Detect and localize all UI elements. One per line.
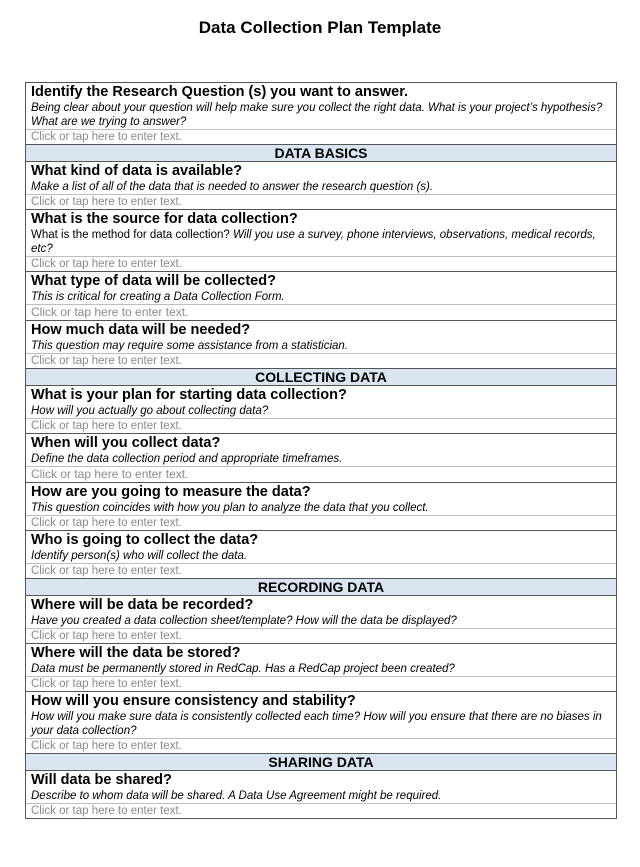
question-description	[31, 789, 611, 803]
answer-text-field[interactable]: Click or tap here to enter text.	[31, 565, 182, 577]
answer-text-field[interactable]: Click or tap here to enter text.	[31, 517, 182, 529]
answer-text-field[interactable]: Click or tap here to enter text.	[31, 630, 182, 642]
question-description-italic: How will you actually go about collecting data?	[31, 405, 269, 417]
question-description	[31, 710, 611, 738]
question-description-italic: Make a list of all of the data that is needed to answer the research question (s).	[31, 181, 434, 193]
question-block	[26, 83, 616, 144]
question-description	[31, 228, 611, 256]
answer-text-field[interactable]: Click or tap here to enter text.	[31, 467, 189, 481]
question-title: Will data be shared?	[31, 772, 172, 788]
question-description	[31, 404, 611, 418]
answer-text-field[interactable]: Click or tap here to enter text.	[31, 196, 182, 208]
section-header: RECORDING DATA	[26, 578, 616, 595]
question-title: What is the source for data collection?	[31, 211, 298, 227]
question-title: When will you collect data?	[31, 435, 221, 451]
question-title: Where will the data be stored?	[31, 645, 241, 661]
question-description-italic: Identify person(s) who will collect the data.	[31, 550, 248, 562]
question-block	[26, 320, 616, 368]
question-description-italic: This question coincides with how you plan to analyze the data that you collect.	[31, 502, 429, 514]
question-description-plain: What is the method for data collection?	[31, 229, 233, 241]
question-block	[26, 209, 616, 271]
section-header: COLLECTING DATA	[26, 368, 616, 385]
question-block	[26, 530, 616, 578]
question-title: How are you going to measure the data?	[31, 484, 311, 500]
question-block	[26, 770, 616, 818]
answer-text-field[interactable]: Click or tap here to enter text.	[31, 805, 182, 817]
question-description	[31, 452, 611, 466]
question-title: How much data will be needed?	[31, 322, 251, 338]
question-title: What type of data will be collected?	[31, 273, 276, 289]
plan-table	[25, 82, 617, 819]
question-block	[26, 385, 616, 433]
question-block	[26, 433, 616, 482]
question-title: What kind of data is available?	[31, 163, 243, 179]
page-title: Data Collection Plan Template	[198, 18, 442, 37]
question-description-italic: Have you created a data collection sheet/template? How will the data be displayed?	[31, 615, 457, 627]
question-description-italic: Being clear about your question will help make sure you collect the right data. What is your project’s hypothesis? What are we trying to answer?	[31, 102, 603, 128]
question-block	[26, 161, 616, 209]
question-title: Identify the Research Question (s) you want to answer.	[31, 84, 409, 100]
question-title: Where will be data be recorded?	[31, 597, 254, 613]
question-block	[26, 691, 616, 753]
section-header: SHARING DATA	[26, 753, 616, 770]
question-description	[31, 339, 611, 353]
question-description-italic: How will you make sure data is consistently collected each time? How will you ensure that there are no biases in your data collection?	[31, 711, 602, 737]
answer-text-field[interactable]: Click or tap here to enter text.	[31, 258, 182, 270]
answer-text-field[interactable]: Click or tap here to enter text.	[31, 740, 182, 752]
question-description	[31, 614, 611, 628]
question-description-italic: Data must be permanently stored in RedCap. Has a RedCap project been created?	[31, 663, 455, 675]
question-block	[26, 595, 616, 643]
question-title: Who is going to collect the data?	[31, 532, 259, 548]
question-block	[26, 271, 616, 320]
question-description	[31, 290, 611, 304]
question-title: How will you ensure consistency and stability?	[31, 693, 356, 709]
answer-text-field[interactable]: Click or tap here to enter text.	[31, 355, 182, 367]
question-description-italic: Define the data collection period and appropriate timeframes.	[31, 453, 343, 465]
question-block	[26, 482, 616, 530]
question-description-italic: This is critical for creating a Data Collection Form.	[31, 291, 285, 303]
question-description-italic: Describe to whom data will be shared. A Data Use Agreement might be required.	[31, 790, 442, 802]
question-description	[31, 501, 611, 515]
question-description	[31, 662, 611, 676]
answer-text-field[interactable]: Click or tap here to enter text.	[31, 131, 182, 143]
question-description	[31, 101, 611, 129]
answer-text-field[interactable]: Click or tap here to enter text.	[31, 420, 182, 432]
question-description-italic: Will you use a survey, phone interviews, observations, medical records, etc?	[31, 229, 596, 255]
answer-text-field[interactable]: Click or tap here to enter text.	[31, 305, 189, 319]
section-header: DATA BASICS	[26, 144, 616, 161]
question-description	[31, 549, 611, 563]
question-block	[26, 643, 616, 691]
answer-text-field[interactable]: Click or tap here to enter text.	[31, 678, 182, 690]
question-description-italic: This question may require some assistance from a statistician.	[31, 340, 349, 352]
question-description	[31, 180, 611, 194]
question-title: What is your plan for starting data collection?	[31, 387, 347, 403]
